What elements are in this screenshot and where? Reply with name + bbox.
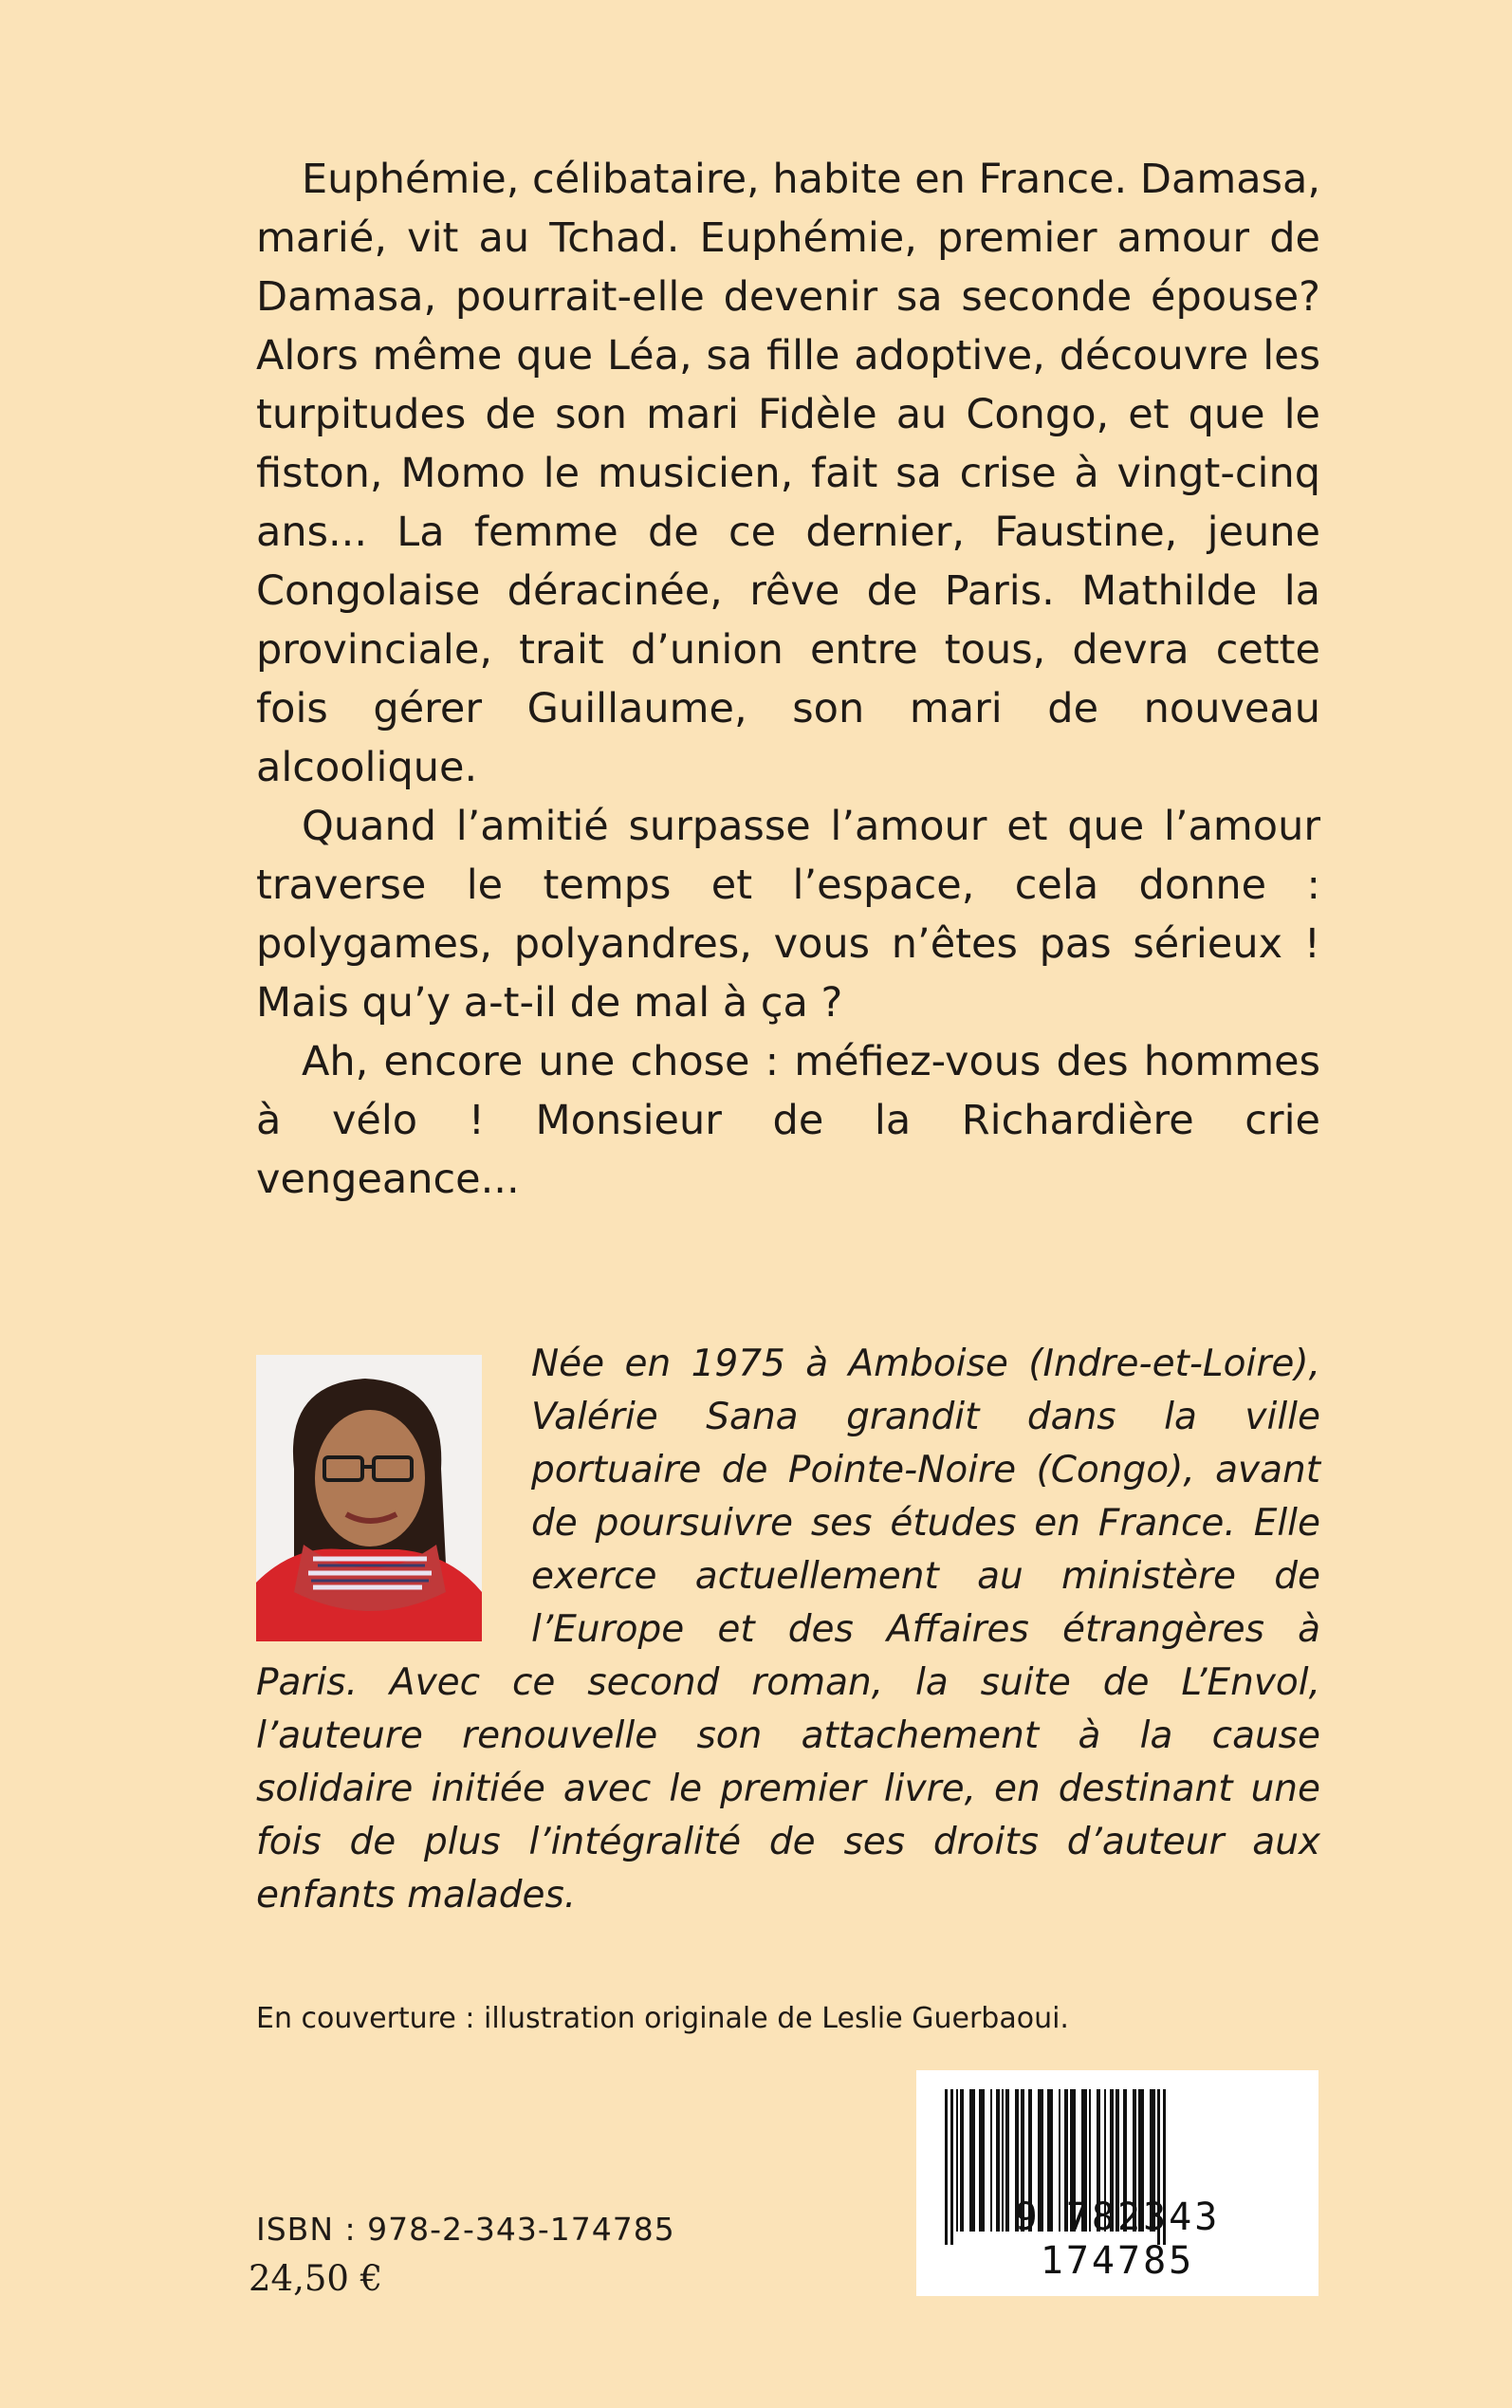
blurb-paragraph-1: Euphémie, célibataire, habite en France. Damasa, marié, vit au Tchad. Euphémie, premier amour de Damasa, pourrait-elle devenir sa seconde épouse? Alors même que Léa, sa fille adoptive, découvre les turpitudes de son mari Fidèle au Congo, et que le fiston, Momo le musicien, fait sa crise à vingt-cinq ans... La femme de ce dernier, Faustine, jeune Congolaise déracinée, rêve de Paris. Mathilde la provinciale, trait d’union entre tous, devra cette fois gérer Guillaume, son mari de nouveau alcoolique. — [256, 156, 1321, 791]
isbn: ISBN : 978-2-343-174785 — [256, 2211, 675, 2248]
back-cover-blurb — [256, 150, 1320, 1209]
barcode-number: 9 782343 174785 — [1014, 2195, 1221, 2283]
author-bio-text: Née en 1975 à Amboise (Indre-et-Loire), Valérie Sana grandit dans la ville portuaire de Pointe-Noire (Congo), avant de poursuivre ses études en France. Elle exerce actuellement au ministère de l’Europe et des Affaires étrangères à Paris. Avec ce second roman, la suite de L’Envol, l’auteure renouvelle son attachement à la cause solidaire initiée avec le premier livre, en destinant une fois de plus l’intégralité de ses droits d’auteur aux enfants malades. — [256, 1343, 1320, 1917]
blurb-paragraph-2: Quand l’amitié surpasse l’amour et que l’amour traverse le temps et l’espace, cela donne : polygames, polyandres, vous n’êtes pas sérieux ! Mais qu’y a-t-il de mal à ça ? — [256, 803, 1320, 1027]
price: 24,50 € — [249, 2258, 383, 2299]
author-bio-section — [256, 1338, 1320, 1922]
author-portrait-image — [256, 1355, 482, 1641]
barcode — [916, 2070, 1318, 2296]
author-photo — [256, 1355, 482, 1641]
cover-credit: En couverture : illustration originale de Leslie Guerbaoui. — [256, 2002, 1069, 2035]
blurb-paragraph-3: Ah, encore une chose : méfiez-vous des hommes à vélo ! Monsieur de la Richardière crie vengeance... — [256, 1038, 1320, 1203]
